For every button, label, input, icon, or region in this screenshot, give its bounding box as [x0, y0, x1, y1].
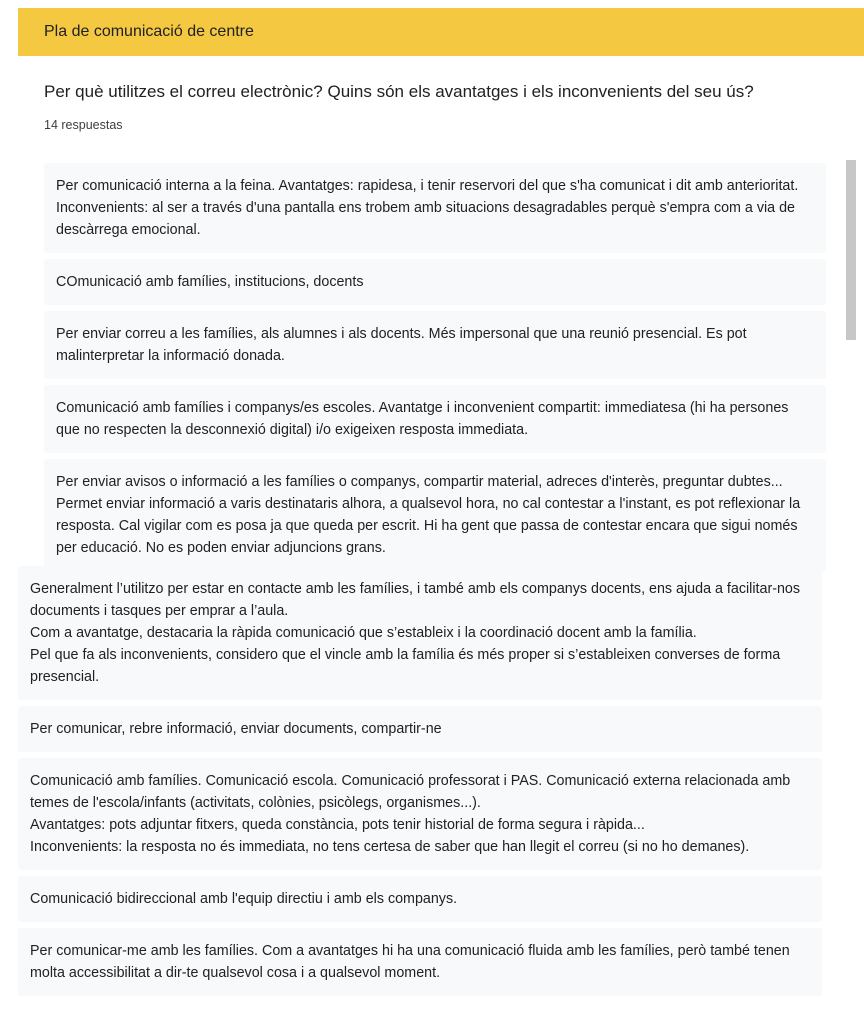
response-item: Per enviar avisos o informació a les famílies o companys, compartir material, adreces d'interès, preguntar dubtes... Permet enviar informació a varis destinataris alhora, a qualsevol hora, no cal contestar a l'instant, es pot reflexionar la resposta. Cal vigilar com es posa ja que queda per escrit. Hi ha gent que passa de contestar encara que sigui només per educació. No es poden enviar adjuncions grans.: [44, 459, 826, 571]
response-item: Generalment l’utilitzo per estar en contacte amb les famílies, i també amb els companys docents, ens ajuda a facilitar-nos documents i tasques per emprar a l’aula. Com a avantatge, destacaria la ràpida comunicació que s’estableix i la coordinació docent amb la família. Pel que fa als inconvenients, considero que el vincle amb la família és més proper si s’estableixen converses de forma presencial.: [18, 566, 822, 700]
response-count: 14 respuestas: [44, 118, 123, 132]
response-item: Comunicació amb famílies. Comunicació escola. Comunicació professorat i PAS. Comunicació externa relacionada amb temes de l'escola/infants (activitats, colònies, psicòlegs, organismes...). Avantatges: pots adjuntar fitxers, queda constància, pots tenir historial de forma segura i ràpida... Inconvenients: la resposta no és immediata, no tens certesa de saber que han llegit el correu (si no ho demanes).: [18, 758, 822, 870]
response-item: Per comunicació interna a la feina. Avantatges: rapidesa, i tenir reservori del que s'ha comunicat i dit amb anterioritat. Inconvenients: al ser a través d'una pantalla ens trobem amb situacions desagradables perquè s'empra com a via de descàrrega emocional.: [44, 163, 826, 253]
response-item: Comunicació bidireccional amb l'equip directiu i amb els companys.: [18, 876, 822, 922]
response-item: Per comunicar-me amb les famílies. Com a avantatges hi ha una comunicació fluida amb les famílies, però també tenen molta accessibilitat a dir-te qualsevol cosa i a qualsevol moment.: [18, 928, 822, 996]
response-item: Per comunicar, rebre informació, enviar documents, compartir-ne: [18, 706, 822, 752]
response-item: Per enviar correu a les famílies, als alumnes i als docents. Més impersonal que una reunió presencial. Es pot malinterpretar la informació donada.: [44, 311, 826, 379]
inner-response-list[interactable]: [44, 163, 826, 577]
scrollbar-thumb[interactable]: [846, 160, 856, 340]
response-item: Comunicació amb famílies i companys/es escoles. Avantatge i inconvenient compartit: immediatesa (hi ha persones que no respecten la desconnexió digital) i/o exigeixen resposta immediata.: [44, 385, 826, 453]
response-item: COmunicació amb famílies, institucions, docents: [44, 259, 826, 305]
question-title: Per què utilitzes el correu electrònic? Quins són els avantatges i els inconvenients del seu ús?: [44, 82, 754, 101]
form-header: [18, 8, 864, 56]
response-list: [18, 566, 822, 1002]
form-title: Pla de comunicació de centre: [44, 23, 254, 40]
